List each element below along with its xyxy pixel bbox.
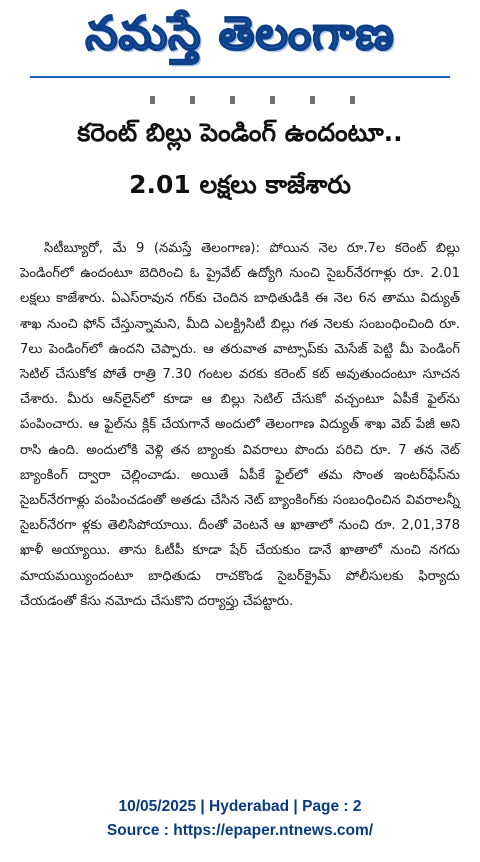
clipping-edge-fragment — [150, 96, 380, 104]
footer-source: Source : https://epaper.ntnews.com/ — [106, 822, 374, 839]
headline-line-1: కరెంట్ బిల్లు పెండింగ్ ఉందంటూ.. — [77, 118, 403, 147]
article-paragraph: సిటీబ్యూరో, మే 9 (నమస్తే తెలంగాణ): పోయిన నెల రూ.7ల కరెంట్ బిల్లు పెండింగ్‌లో ఉందంటూ బెదిరించి ఓ ప్రైవేట్ ఉద్యోగి నుంచి సైబర్‌నేరగాళ్లు రూ. 2.01 లక్షలు కాజేశారు. ఏఎస్‌రావున గర్‌కు చెందిన బాధితుడికి ఈ నెల 6న తాము విద్యుత్ శాఖ నుంచి ఫోన్ చేస్తున్నామని, మీది ఎలక్ట్రిసిటీ బిల్లు గత నెలకు సంబంధించింది రూ. 7లు పెండింగ్‌లో ఉందని చెప్పారు. ఆ తరువాత వాట్సాప్‌కు మెసేజ్ పెట్టి మీ పెండింగ్ సెటిల్ చేసుకోక పోతే రాత్రి 7.30 గంటల వరకు కరెంట్ కట్ అవుతుందంటూ సూచన చేశారు. మీరు ఆన్‌లైన్‌లో కూడా ఆ బిల్లు సెటిల్ చేసుకో వచ్చంటూ ఏపీకే ఫైల్‌ను పంపించారు. ఆ ఫైల్‌ను క్లిక్ చేయగానే అందులో తెలంగాణ విద్యుత్ శాఖ వెబ్ పేజీ అని రాసి ఉంది. అందులోకి వెళ్లి తన బ్యాంకు వివరాలు పొందు పరిచి రూ. 7 తన నెట్ బ్యాంకింగ్ ద్వారా చెల్లించాడు. అయితే ఏపీకే ఫైల్‌లో తమ సొంత ఇంటర్‌ఫేస్‌ను సైబర్‌నేరగాళ్లు పంపించడంతో అతడు చేసిన నెట్ బ్యాంకింగ్‌కు సంబంధించిన వివరాలన్నీ సైబర్‌నేరగా ళ్లకు తెలిసిపోయాయి. దీంతో వెంటనే ఆ ఖాతాలో నుంచి రూ. 2,01,378 ఖాళీ అయ్యాయి. తాను ఓటీపీ కూడా షేర్ చేయకుం డానే ఖాతాలో నుంచి నగదు మాయమయ్యిందంటూ బాధితుడు రాచకొండ సైబర్‌క్రైమ్ పోలీసులకు ఫిర్యాదు చేయడంతో కేసు నమోదు చేసుకొని దర్యాప్తు చేపట్టారు. — [20, 241, 460, 609]
masthead — [0, 0, 480, 82]
headline-line-2: 2.01 లక్షలు కాజేశారు — [129, 170, 351, 199]
article-body — [20, 236, 460, 614]
footer-dateline: 10/05/2025 | Hyderabad | Page : 2 — [118, 798, 362, 815]
newspaper-logo: నమస్తే తెలంగాణ — [85, 6, 395, 60]
masthead-divider — [30, 76, 450, 78]
